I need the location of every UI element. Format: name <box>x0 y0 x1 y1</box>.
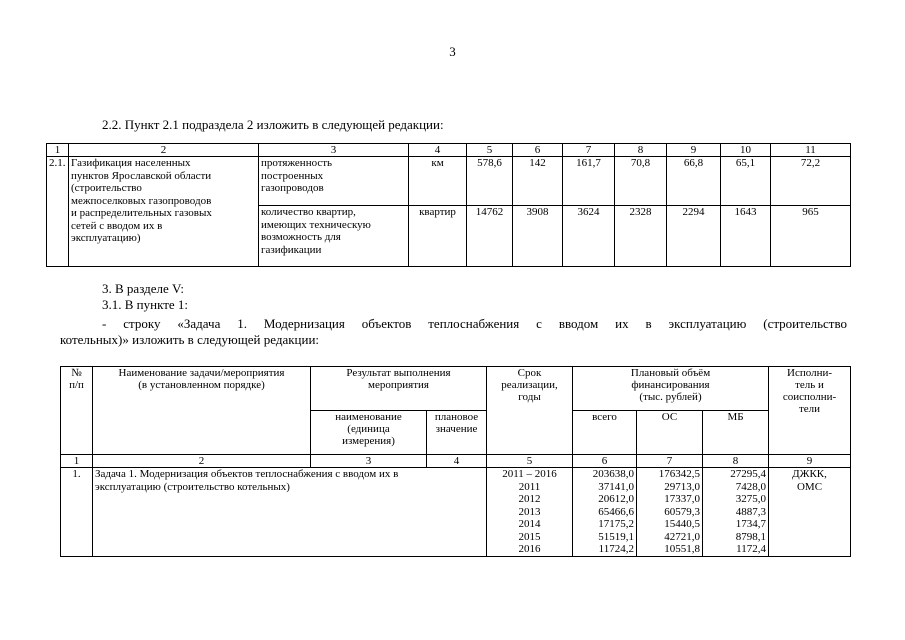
table1-task-name: Газификация населенных пунктов Ярославской области (строительство межпоселковых газопроводов и распределительных газовых сетей с вводом их в эксплуатацию) <box>69 157 259 267</box>
table1-col-number: 8 <box>615 144 667 157</box>
table1-col-number: 5 <box>467 144 513 157</box>
section-2-2-intro: 2.2. Пункт 2.1 подраздела 2 изложить в следующей редакции: <box>102 117 444 132</box>
table2-head-term: Срок реализации, годы <box>487 367 573 455</box>
table1-indicator-unit: км <box>409 157 467 206</box>
table1-value: 14762 <box>467 206 513 267</box>
table2-os-values: 176342,5 29713,0 17337,0 60579,3 15440,5 42721,0 10551,8 <box>637 468 703 557</box>
page-number: 3 <box>449 44 456 59</box>
table2-head-result-name: наименование (единица измерения) <box>311 411 427 455</box>
table1-col-number: 1 <box>47 144 69 157</box>
table1-value: 65,1 <box>721 157 771 206</box>
table1-value: 3624 <box>563 206 615 267</box>
table2-header-row1 <box>61 367 851 411</box>
table2-executors: ДЖКК, ОМС <box>769 468 851 557</box>
table1-col-number: 7 <box>563 144 615 157</box>
table1-value: 578,6 <box>467 157 513 206</box>
table2-task-row <box>61 468 851 557</box>
section-3-1-text-line2: котельных)» изложить в следующей редакции: <box>60 332 320 347</box>
table1-col-number: 2 <box>69 144 259 157</box>
table-task-1 <box>60 366 851 557</box>
table1-col-number: 4 <box>409 144 467 157</box>
table2-number-row <box>61 455 851 468</box>
table2-total-values: 203638,0 37141,0 20612,0 65466,6 17175,2 51519,1 11724,2 <box>573 468 637 557</box>
table2-col-number: 4 <box>427 455 487 468</box>
table1-value: 3908 <box>513 206 563 267</box>
table1-indicator-unit: квартир <box>409 206 467 267</box>
section-3-heading: 3. В разделе V: <box>102 281 185 296</box>
table2-head-executor: Исполни- тель и соисполни- тели <box>769 367 851 455</box>
table1-value: 161,7 <box>563 157 615 206</box>
table1-col-number: 11 <box>771 144 851 157</box>
table2-col-number: 9 <box>769 455 851 468</box>
table2-col-number: 8 <box>703 455 769 468</box>
table-subsection-2-1 <box>46 143 851 267</box>
table1-value: 2328 <box>615 206 667 267</box>
section-3-1-heading: 3.1. В пункте 1: <box>102 297 189 312</box>
table2-row-number: 1. <box>61 468 93 557</box>
table2-head-os: ОС <box>637 411 703 455</box>
table2-col-number: 1 <box>61 455 93 468</box>
table2-col-number: 7 <box>637 455 703 468</box>
table1-value: 70,8 <box>615 157 667 206</box>
table1-value: 142 <box>513 157 563 206</box>
table2-years: 2011 – 2016 2011 2012 2013 2014 2015 2016 <box>487 468 573 557</box>
table2-col-number: 6 <box>573 455 637 468</box>
table1-value: 965 <box>771 206 851 267</box>
section-3-1-text-line1: - строку «Задача 1. Модернизация объектов теплоснабжения с вводом их в эксплуатацию (строительство <box>102 316 847 331</box>
table1-col-number: 6 <box>513 144 563 157</box>
table1-header-row <box>47 144 851 157</box>
table2-head-funding: Плановый объём финансирования (тыс. рублей) <box>573 367 769 411</box>
table1-col-number: 9 <box>667 144 721 157</box>
table2-col-number: 2 <box>93 455 311 468</box>
table2-head-result: Результат выполнения мероприятия <box>311 367 487 411</box>
table1-value: 72,2 <box>771 157 851 206</box>
table1-value: 66,8 <box>667 157 721 206</box>
table2-head-number: № п/п <box>61 367 93 455</box>
table2-head-name: Наименование задачи/мероприятия (в установленном порядке) <box>93 367 311 455</box>
table1-indicator-label: протяженность построенных газопроводов <box>259 157 409 206</box>
table2-col-number: 5 <box>487 455 573 468</box>
table1-value: 1643 <box>721 206 771 267</box>
table2-head-result-value: плановое значение <box>427 411 487 455</box>
table2-mb-values: 27295,4 7428,0 3275,0 4887,3 1734,7 8798,1 1172,4 <box>703 468 769 557</box>
table1-indicator-label: количество квартир, имеющих техническую возможность для газификации <box>259 206 409 267</box>
table1-col-number: 10 <box>721 144 771 157</box>
table2-col-number: 3 <box>311 455 427 468</box>
table1-row-length <box>47 157 851 206</box>
table2-head-total: всего <box>573 411 637 455</box>
table2-task-name: Задача 1. Модернизация объектов теплоснабжения с вводом их в эксплуатацию (строительство котельных) <box>93 468 487 557</box>
table1-value: 2294 <box>667 206 721 267</box>
table1-row-number: 2.1. <box>47 157 69 267</box>
table2-head-mb: МБ <box>703 411 769 455</box>
table1-col-number: 3 <box>259 144 409 157</box>
